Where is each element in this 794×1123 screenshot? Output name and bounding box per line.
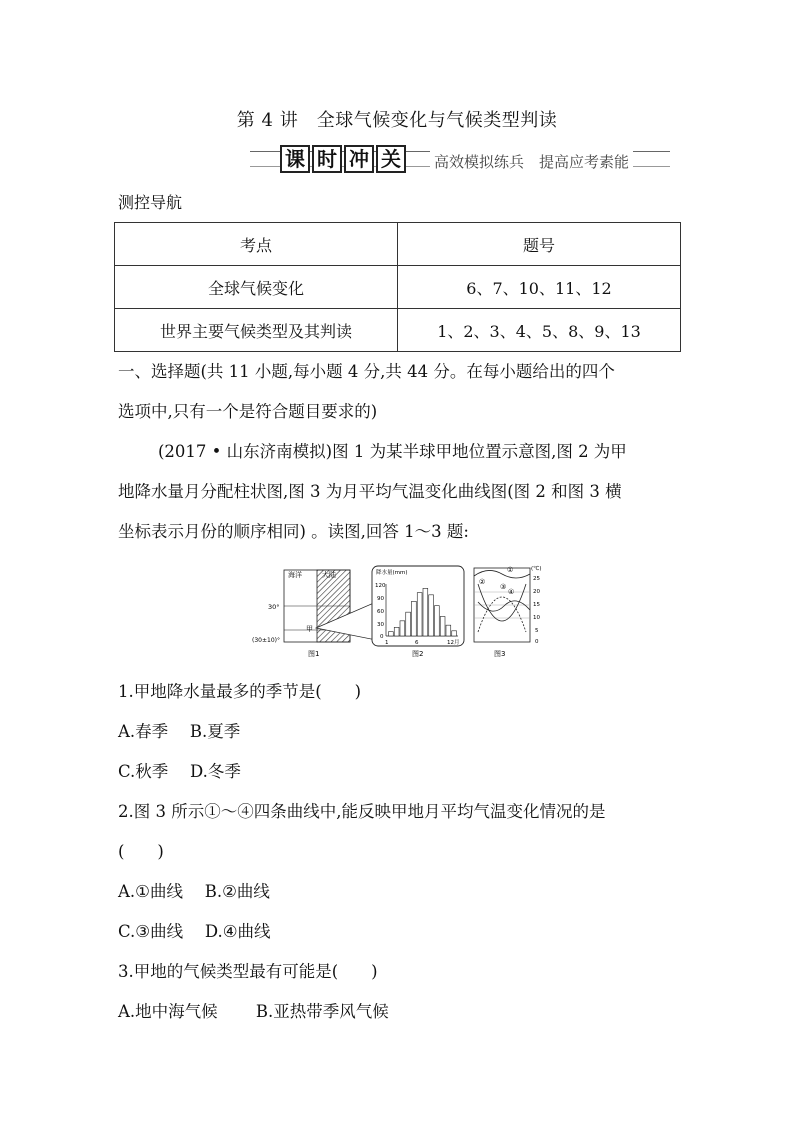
table-cell: 全球气候变化 [115,266,398,309]
table-header: 题号 [398,223,681,266]
fig3-label: ③ [500,583,507,591]
page-title: 第 4 讲 全球气候变化与气候类型判读 [236,110,558,131]
table-header-row [115,223,681,266]
table-row [115,266,681,309]
figure-panel [252,562,548,662]
section-instruction [118,352,688,432]
fig3-ytick: 5 [535,628,539,634]
table-cell: 世界主要气候类型及其判读 [115,309,398,352]
precip-bar [452,631,457,636]
precip-bar [389,632,394,636]
nav-label: 测控导航 [118,193,183,212]
question-stem-text: ( ) [118,842,164,861]
banner-char: 时 [312,145,342,173]
banner-char: 关 [376,145,406,173]
precip-bar [400,621,405,636]
figure-3 [474,565,541,658]
banner-subtitle: 高效模拟练兵 提高应考素能 [430,151,633,172]
question-option: A.春季 B.夏季 [118,722,241,741]
question-option: A.地中海气候 B.亚热带季风气候 [118,1002,389,1021]
precip-bar [429,595,434,636]
stem-line: 地降水量月分配柱状图,图 3 为月平均气温变化曲线图(图 2 和图 3 横 [118,482,622,501]
figure-1 [252,570,376,658]
fig2-xtick: 6 [415,640,419,646]
table-cell: 6、7、10、11、12 [398,266,681,309]
fig3-ytick: 25 [533,576,540,582]
fig2-xtick: 1 [385,640,389,646]
fig3-label: ① [507,566,514,574]
fig2-ylabel: 降水量(mm) [376,570,408,576]
fig3-label: ② [479,578,486,586]
fig1-ocean-label: 海洋 [288,571,302,579]
fig3-caption: 图3 [494,650,506,658]
fig1-land-label: 大陆 [322,571,336,579]
fig2-ytick: 0 [380,634,384,640]
instruction-line: 选项中,只有一个是符合题目要求的) [118,402,378,421]
question-option: A.①曲线 B.②曲线 [118,882,270,901]
table-cell: 1、2、3、4、5、8、9、13 [398,309,681,352]
question-stem [118,432,688,552]
precip-bar [435,606,440,636]
question-stem-text: 1.甲地降水量最多的季节是( ) [118,682,362,701]
section-banner [250,145,670,177]
precip-bar [394,627,399,636]
question-option: C.③曲线 D.④曲线 [118,922,271,941]
fig1-point-label: 甲 [306,625,313,633]
table-header: 考点 [115,223,398,266]
fig2-ytick: 120 [375,583,386,589]
banner-char: 冲 [344,145,374,173]
exam-point-table [114,222,681,352]
fig3-unit: (℃) [531,566,542,572]
banner-boxes [280,145,406,173]
figure-2 [372,566,464,658]
fig1-caption: 图1 [308,650,320,658]
stem-line: (2017 • 山东济南模拟)图 1 为某半球甲地位置示意图,图 2 为甲 [158,442,627,461]
question-3 [118,952,389,1032]
table-row [115,309,681,352]
precip-bar [406,612,411,636]
fig3-ytick: 15 [533,602,540,608]
fig1-lat30-label: 30° [268,603,280,611]
question-stem-text: 2.图 3 所示①～④四条曲线中,能反映甲地月平均气温变化情况的是 [118,802,606,821]
question-option: C.秋季 D.冬季 [118,762,241,781]
fig2-ytick: 60 [377,609,384,615]
precip-bar [412,601,417,636]
fig3-ytick: 20 [533,589,540,595]
question-stem-text: 3.甲地的气候类型最有可能是( ) [118,962,378,981]
precip-bar [446,625,451,636]
precip-bar [440,617,445,637]
stem-line: 坐标表示月份的顺序相同) 。读图,回答 1～3 题: [118,522,469,541]
precip-bar [417,593,422,636]
instruction-line: 一、选择题(共 11 小题,每小题 4 分,共 44 分。在每小题给出的四个 [118,362,615,381]
precip-bar [423,588,428,636]
banner-char: 课 [280,145,310,173]
fig2-ytick: 90 [377,596,384,602]
figure-svg [252,562,548,662]
fig2-caption: 图2 [412,650,424,658]
fig3-ytick: 0 [535,639,539,645]
fig2-xtick: 12月 [447,640,460,646]
question-1 [118,672,361,792]
fig1-latlow-label: (30±10)° [252,637,280,644]
fig3-ytick: 10 [533,615,540,621]
fig2-ytick: 30 [377,622,384,628]
question-2 [118,792,605,952]
fig3-label: ④ [508,588,515,596]
